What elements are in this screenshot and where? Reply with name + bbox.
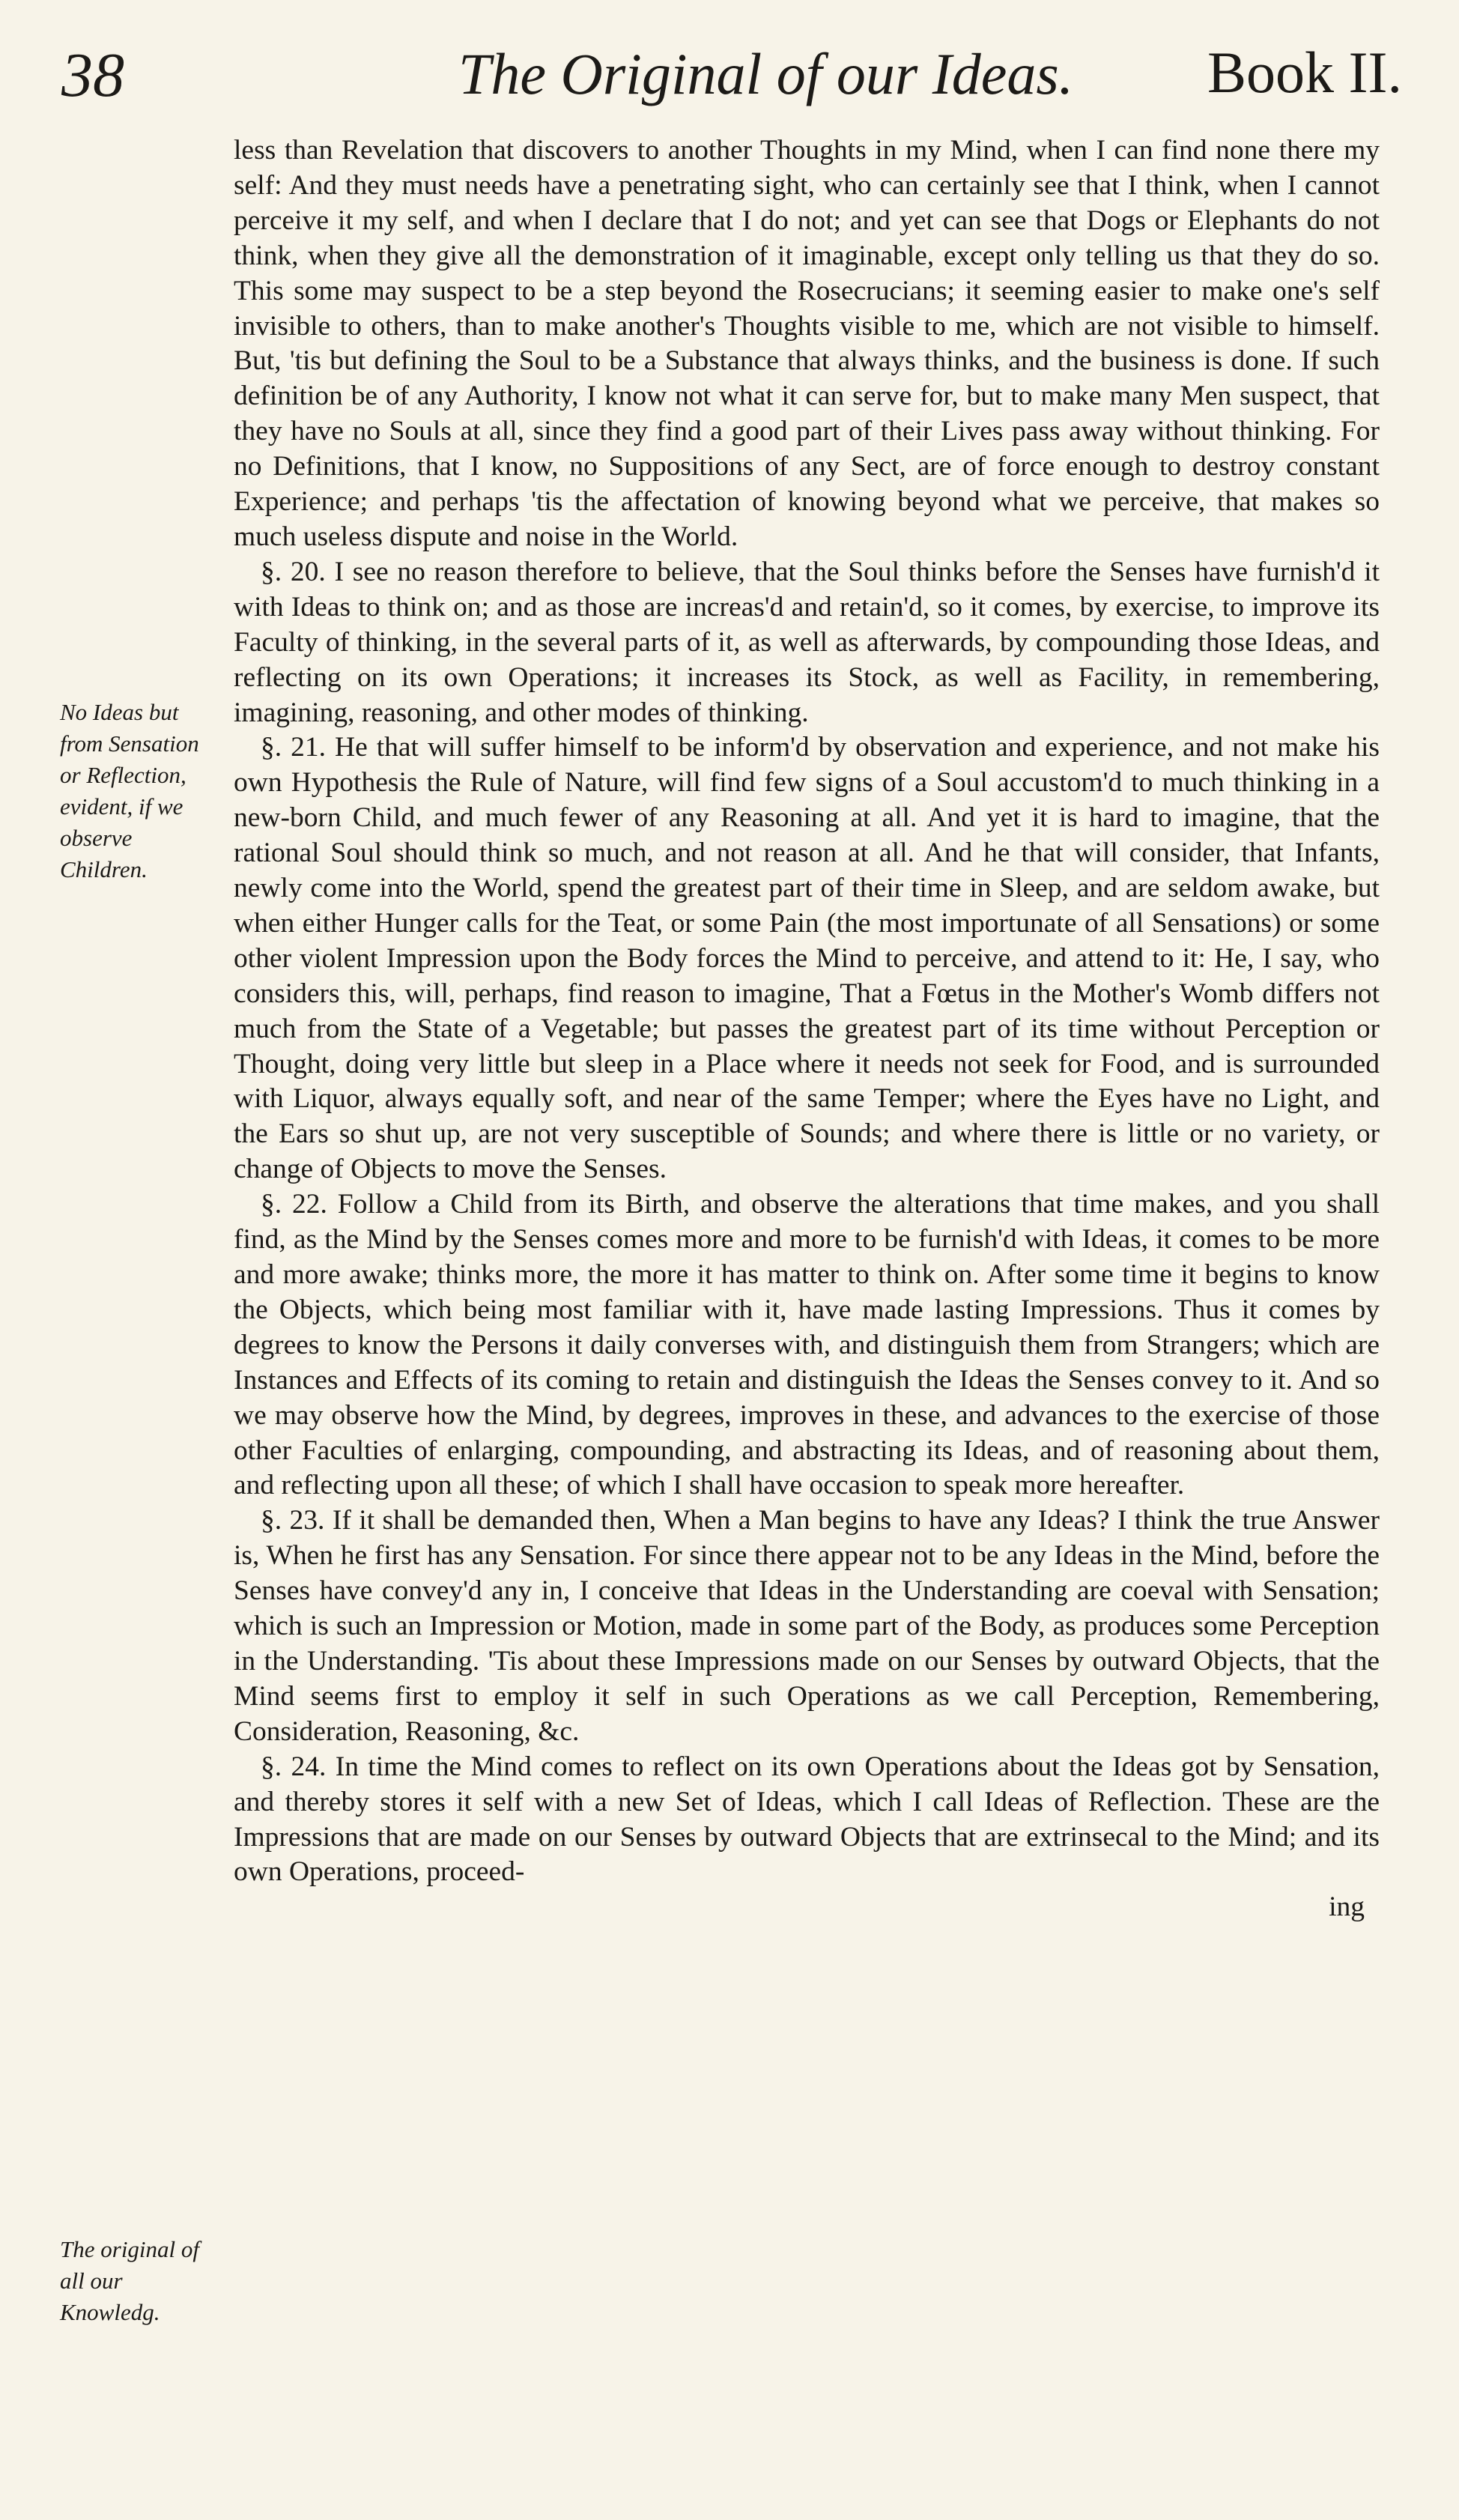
catchword: ing [1329,1891,1365,1923]
body-text [234,133,1380,1925]
paragraph: §. 21. He that will suffer himself to be inform'd by observation and experience, and not make his own Hypothesis the Rule of Nature, will find few signs of a Soul accustom'd to much thinking in a new-born Child, and much fewer of any Reasoning at all. And yet it is hard to imagine, that the rational Soul should think so much, and not reason at all. And he that will consider, that Infants, newly come into the World, spend the greatest part of their time in Sleep, and are seldom awake, but when either Hunger calls for the Teat, or some Pain (the most importunate of all Sensations) or some other violent Impression upon the Body forces the Mind to perceive, and attend to it: He, I say, who considers this, will, perhaps, find reason to imagine, That a Fœtus in the Mother's Womb differs not much from the State of a Vegetable; but passes the greatest part of its time without Perception or Thought, doing very little but sleep in a Place where it needs not seek for Food, and is surrounded with Liquor, always equally soft, and near of the same Temper; where the Eyes have no Light, and the Ears so shut up, are not very susceptible of Sounds; and where there is little or no variety, or change of Objects to move the Senses. [234,732,1380,1185]
paragraph: §. 22. Follow a Child from its Birth, and observe the alterations that time makes, and you shall find, as the Mind by the Senses comes more and more to be furnish'd with Ideas, it comes to be more and more awake; thinks more, the more it has matter to think on. After some time it begins to know the Objects, which being most familiar with it, have made lasting Impressions. Thus it comes by degrees to know the Persons it daily converses with, and distinguish them from Strangers; which are Instances and Effects of its coming to retain and distinguish the Ideas the Senses convey to it. And so we may observe how the Mind, by degrees, improves in these, and advances to the exercise of those other Faculties of enlarging, compounding, and abstracting its Ideas, and of reasoning about them, and reflecting upon all these; of which I shall have occasion to speak more hereafter. [234,1189,1380,1501]
paragraph: §. 23. If it shall be demanded then, When a Man begins to have any Ideas? I think the true Answer is, When he first has any Sensation. For since there appear not to be any Ideas in the Mind, before the Senses have convey'd any in, I conceive that Ideas in the Understanding are coeval with Sensation; which is such an Impression or Motion, made in some part of the Body, as produces some Perception in the Understanding. 'Tis about these Impressions made on our Senses by outward Objects, that the Mind seems first to employ it self in such Operations as we call Perception, Remembering, Consideration, Reasoning, &c. [234,1505,1380,1747]
running-title: The Original of our Ideas. [458,41,1074,106]
paragraph: §. 24. In time the Mind comes to reflect on its own Operations about the Ideas got by Sensation, and thereby stores it self with a new Set of Ideas, which I call Ideas of Reflection. These are the Impressions that are made on our Senses by outward Objects that are extrinsecal to the Mind; and its own Operations, proceed- [234,1751,1380,1888]
margin-note: No Ideas but from Sensation or Reflection, evident, if we observe Children. [60,699,199,882]
paragraph: less than Revelation that discovers to another Thoughts in my Mind, when I can find none there my self: And they must needs have a penetrating sight, who can certainly see that I think, when I cannot perceive it my self, and when I declare that I do not; and yet can see that Dogs or Elephants do not think, when they give all the demonstration of it imaginable, except only telling us that they do so. This some may suspect to be a step beyond the Rosecrucians; it seeming easier to make one's self invisible to others, than to make another's Thoughts visible to me, which are not visible to himself. But, 'tis but defining the Soul to be a Substance that always thinks, and the business is done. If such definition be of any Authority, I know not what it can serve for, but to make many Men suspect, that they have no Souls at all, since they find a good part of their Lives pass away without thinking. For no Definitions, that I know, no Suppositions of any Sect, are of force enough to destroy constant Experience; and perhaps 'tis the affectation of knowing beyond what we perceive, that makes so much useless dispute and noise in the World. [234,135,1380,552]
margin-note: The original of all our Knowledg. [60,2236,200,2325]
paragraph: §. 20. I see no reason therefore to believe, that the Soul thinks before the Senses have furnish'd it with Ideas to think on; and as those are increas'd and retain'd, so it comes, by exercise, to improve its Faculty of thinking, in the several parts of it, as well as afterwards, by compounding those Ideas, and reflecting on its own Operations; it increases its Stock, as well as Facility, in remembering, imagining, reasoning, and other modes of thinking. [234,556,1380,728]
book-label: Book II. [1207,40,1402,105]
page-number: 38 [61,40,124,110]
page-header [54,31,1402,114]
